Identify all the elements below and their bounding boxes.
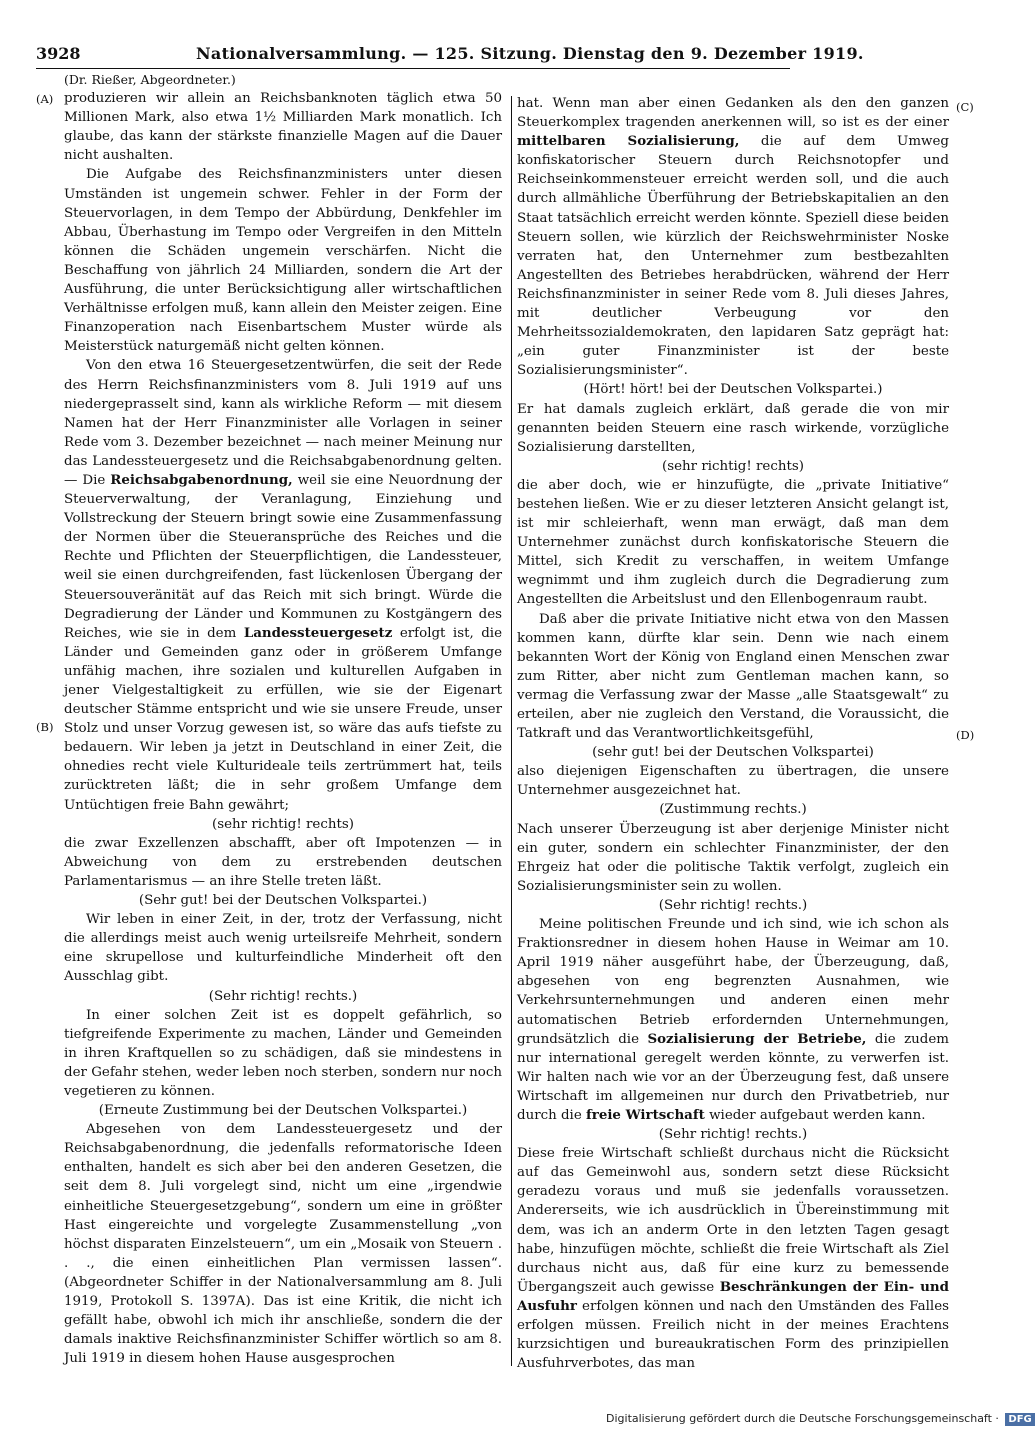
- text-run: die auf dem Umweg konfiskatorischer Steuern durch Reichsnotopfer und Reichseinkommensteuer erreicht werden soll, und die auch durch allmähliche Überführung der Betriebskapitalien an den Staat tatsächlich erreicht werden könnte. Speziell diese beiden Steuern sollen, wie kürzlich der Reichswehrminister Noske verraten hat, den Unternehmer zum bestbezahlten Angestellten des Betriebes herabdrücken, während der Herr Reichsfinanzminister in seiner Rede vom 8. Juli dieses Jahres, mit deutlicher Verbeugung vor den Mehrheitssozialdemokraten, den lapidaren Satz geprägt hat: „ein guter Finanzminister ist der beste Sozialisierungsminister“.: [517, 134, 949, 379]
- paragraph: Wir leben in einer Zeit, in der, trotz der Verfassung, nicht die allerdings meist auch wenig urteilsreife Mehrheit, sondern eine skrupellose und kulturfeindliche Minderheit oft den Ausschlag gibt.: [64, 912, 502, 985]
- interjection: (sehr richtig! rechts): [212, 816, 354, 832]
- paragraph: produzieren wir allein an Reichsbanknoten täglich etwa 50 Millionen Mark, also etwa 1½ Milliarden Mark monatlich. Ich glaube, das kann der stärkste finanzielle Magen auf die Dauer nicht aushalten.: [64, 91, 502, 164]
- paragraph: Die Aufgabe des Reichsfinanzministers unter diesen Umständen ist ungemein schwer. Fehler in der Form der Steuervorlagen, in dem Tempo der Abbürdung, Denkfehler im Abbau, Überhastung im Tempo oder Vergreifen in den Mitteln können die Schäden ungemein verschärfen. Nicht die Beschaffung von jährlich 24 Milliarden, sondern die Art der Ausführung, die unter Berücksichtigung aller wirtschaftlichen Verhältnisse erfolgen muß, kann allein den Meister zeigen. Eine Finanzoperation nach Eisenbartschem Muster würde als Meisterstück naturgemäß nicht gelten können.: [64, 167, 502, 355]
- interjection: (Sehr richtig! rechts.): [208, 988, 358, 1004]
- text-run: Meine politischen Freunde und ich sind, wie ich schon als Fraktionsredner in diesem hohen Hause in Weimar am 10. April 1919 näher ausgeführt habe, der Überzeugung, daß, abgesehen von eng begrenzten Ausnahmen, wie Verkehrsunternehmungen und anderen einen mehr automatischen Betrieb erfordernden Unternehmungen, grundsätzlich die: [517, 917, 949, 1047]
- emphasis: freie Wirtschaft: [586, 1106, 705, 1123]
- page-number: 3928: [36, 44, 81, 63]
- interjection: (Erneute Zustimmung bei der Deutschen Volkspartei.): [98, 1103, 468, 1119]
- text-run: erfolgt ist, die Länder und Gemeinden ganz oder in größerem Umfange unfähig machen, ihre sozialen und kulturellen Aufgaben in jener Vielgestaltigkeit zu erfüllen, wie sie der Eigenart deutscher Stämme entspricht und wie sie unsere Freude, unser Stolz und unser Vorzug gewesen ist, so wäre das aufs tiefste zu bedauern. Wir leben ja jetzt in Deutschland in einer Zeit, die ohnedies recht viele Kulturideale teils zertrümmert hat, teils zurücktreten läßt; die in sehr großem Umfange dem Untüchtigen freie Bahn gewährt;: [64, 625, 502, 813]
- right-column: [517, 94, 949, 1374]
- emphasis: Landessteuergesetz: [243, 624, 393, 641]
- interjection: (Sehr richtig! rechts.): [658, 1127, 808, 1143]
- emphasis: mittelbaren Sozialisierung,: [517, 133, 740, 150]
- margin-mark-b: (B): [36, 720, 54, 734]
- margin-mark-d: (D): [956, 728, 975, 742]
- running-title: Nationalversammlung. — 125. Sitzung. Dienstag den 9. Dezember 1919.: [196, 44, 864, 63]
- margin-mark-c: (C): [956, 100, 974, 114]
- paragraph: [517, 94, 949, 380]
- text-run: weil sie eine Neuordnung der Steuerverwaltung, der Veranlagung, Einziehung und Vollstreckung der Steuern bringt sowie eine Zusammenfassung der Normen über die Steueransprüche des Reiches und die Rechte und Pflichten der Steuerpflichtigen, die Landessteuer, weil sie einen durchgreifenden, fast lückenlosen Übergang der Steuersouveränität auf das Reich mit sich bringt. Würde die Degradierung der Länder und Kommunen zu Kostgängern des Reiches, wie sie in dem: [64, 472, 502, 641]
- interjection: (Sehr gut! bei der Deutschen Volkspartei.): [138, 893, 428, 909]
- text-run: Von den etwa 16 Steuergesetzentwürfen, die seit der Rede des Herrn Reichsfinanzministers vom 8. Juli 1919 auf uns niedergeprasselt sind, kann als wirkliche Reform — mit diesem Namen hat der Herr Finanzminister alle Vorlagen in seiner Rede vom 3. Dezember bezeichnet — nach meiner Meinung nur das Landessteuergesetz und die Reichsabgabenordnung gelten. — Die: [64, 358, 502, 488]
- header-rule: [36, 68, 790, 69]
- emphasis: Beschränkungen der Ein- und Ausfuhr: [517, 1278, 949, 1314]
- text-run: erfolgen können und nach den Umständen des Falles erfolgen müssen. Freilich nicht in der meines Erachtens kurzsichtigen und bureaukratischen Form des prinzipiellen Ausfuhrverbotes, das man: [517, 1298, 949, 1372]
- text-run: die zudem nur international geregelt werden könnte, zu verwerfen ist. Wir halten nach wie vor an der Überzeugung fest, daß unsere Wirtschaft im allgemeinen nur durch den Privatbetrieb, nur durch die: [517, 1031, 949, 1123]
- interjection: (Zustimmung rechts.): [659, 802, 807, 818]
- interjection: (Sehr richtig! rechts.): [658, 897, 808, 913]
- paragraph: Daß aber die private Initiative nicht etwa von den Massen kommen kann, dürfte klar sein. Denn wie nach einem bekannten Wort der König von England einen Menschen zwar zum Ritter, aber nicht zum Gentleman machen kann, so vermag die Verfassung zwar der Masse „alle Staatsgewalt“ zu erteilen, aber nie zugleich den Verstand, die Voraussicht, die Tatkraft und das Verantwortlichkeitsgefühl,: [517, 611, 949, 742]
- paragraph: [64, 356, 502, 814]
- speaker-note: (Dr. Rießer, Abgeordneter.): [64, 72, 236, 87]
- text-run: Diese freie Wirtschaft schließt durchaus nicht die Rücksicht auf das Gemeinwohl aus, sondern setzt diese Rücksicht geradezu voraus und muß sie jedenfalls voraussetzen. Andererseits, wie ich ausdrücklich in Übereinstimmung mit dem, was ich an anderm Orte in den letzten Tagen gesagt habe, hinzufügen möchte, schließt die freie Wirtschaft als Ziel durchaus nicht aus, daß für eine kurz zu bemessende Übergangszeit auch gewisse: [517, 1146, 949, 1295]
- paragraph: die aber doch, wie er hinzufügte, die „private Initiative“ bestehen ließen. Wie er zu dieser letzteren Ansicht gelangt ist, ist mir schleierhaft, wenn man erwägt, daß man dem Unternehmer zunächst durch konfiskatorische Steuern die Mittel, sich Kredit zu verschaffen, in weitem Umfange wegnimmt und ihm zugleich durch die Degradierung zum Angestellten die Arbeitslust und den Ellenbogenraum raubt.: [517, 477, 949, 608]
- interjection: (sehr richtig! rechts): [662, 458, 804, 474]
- left-column: [64, 70, 502, 1375]
- emphasis: Reichsabgabenordnung,: [110, 471, 293, 488]
- margin-mark-a: (A): [36, 92, 54, 106]
- paragraph: [517, 1144, 949, 1373]
- paragraph: Er hat damals zugleich erklärt, daß gerade die von mir genannten beiden Steuern eine rasch wirkende, vorzügliche Sozialisierung darstellten,: [517, 401, 949, 455]
- column-divider: [511, 96, 512, 1366]
- paragraph: Nach unserer Überzeugung ist aber derjenige Minister nicht ein guter, sondern ein schlechter Finanzminister, der den Ehrgeiz hat oder die politische Taktik verfolgt, zugleich ein Sozialisierungsminister sein zu wollen.: [517, 821, 949, 894]
- text-run: wieder aufgebaut werden kann.: [704, 1107, 926, 1123]
- interjection: (sehr gut! bei der Deutschen Volkspartei): [592, 745, 874, 761]
- page-header: [36, 44, 864, 66]
- paragraph: also diejenigen Eigenschaften zu übertragen, die unsere Unternehmer ausgezeichnet hat.: [517, 764, 949, 799]
- footer-credit: [606, 1412, 1035, 1426]
- emphasis: Sozialisierung der Betriebe,: [647, 1030, 867, 1047]
- paragraph: In einer solchen Zeit ist es doppelt gefährlich, so tiefgreifende Experimente zu machen, Länder und Gemeinden in ihren Kraftquellen so zu schädigen, daß sie mindestens in der Gefahr stehen, weder leben noch sterben, sondern nur noch vegetieren zu können.: [64, 1007, 502, 1099]
- paragraph: die zwar Exzellenzen abschafft, aber oft Impotenzen — in Abweichung von dem zu erstrebenden deutschen Parlamentarismus — an ihre Stelle treten läßt.: [64, 835, 502, 889]
- interjection: (Hört! hört! bei der Deutschen Volkspartei.): [583, 382, 883, 398]
- paragraph: [517, 915, 949, 1125]
- footer-text: Digitalisierung gefördert durch die Deutsche Forschungsgemeinschaft ·: [606, 1412, 999, 1425]
- dfg-logo: DFG: [1005, 1413, 1034, 1426]
- text-run: hat. Wenn man aber einen Gedanken als den den ganzen Steuerkomplex tragenden anerkennen will, so ist es der einer: [517, 96, 949, 131]
- paragraph: Abgesehen von dem Landessteuergesetz und der Reichsabgabenordnung, die jedenfalls reformatorische Ideen enthalten, handelt es sich aber bei den anderen Gesetzen, die seit dem 8. Juli vorgelegt sind, nicht um eine „irgendwie einheitliche Steuergesetzgebung“, sondern um eine in größter Hast eingereichte und vorgelegte Zusammenstellung „von höchst disparaten Einzelsteuern“, um ein „Mosaik von Steuern . . ., die einen einheitlichen Plan vermissen lassen“. (Abgeordneter Schiffer in der Nationalversammlung am 8. Juli 1919, Protokoll S. 1397A). Das ist eine Kritik, die nicht ich gefällt habe, obwohl ich mich ihr anschließe, sondern die der damals inaktive Reichsfinanzminister Schiffer wörtlich so am 8. Juli 1919 in diesem hohen Hause ausgesprochen: [64, 1122, 502, 1367]
